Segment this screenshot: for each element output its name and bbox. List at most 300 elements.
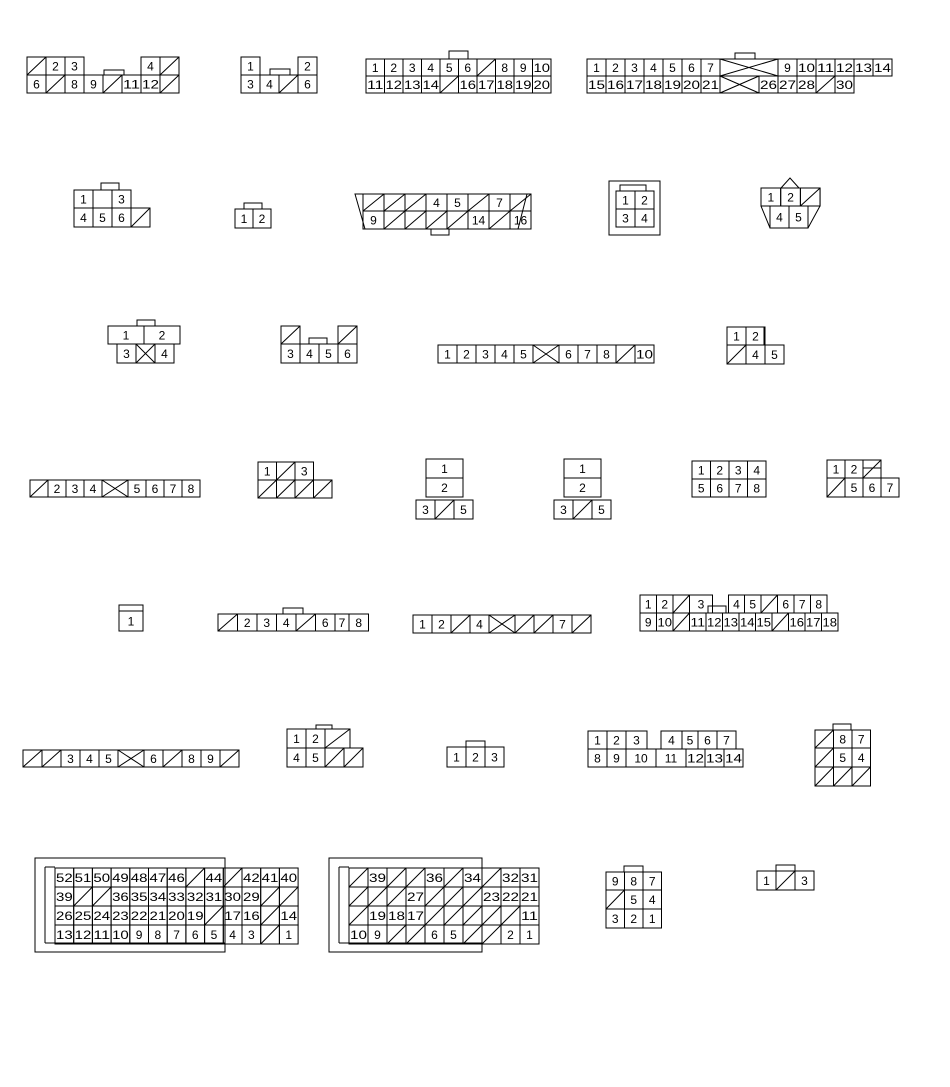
connector-c29-r1-c10-pin-label: 29 — [243, 890, 261, 904]
connector-c25-key-tab — [316, 725, 332, 729]
connector-c29-r1-c5-pin-label: 34 — [149, 890, 167, 904]
connector-c25-r1-c1-pin-label: 5 — [312, 751, 319, 765]
connector-c02 — [241, 57, 317, 75]
connector-c21-r0-c1-pin-label: 2 — [243, 616, 251, 630]
connector-c03-r0-c1-pin-label: 2 — [390, 61, 398, 75]
connector-c29-r0-c8-pin-label: 44 — [205, 871, 223, 885]
connector-c16-r0-c0-pin-label: 1 — [441, 462, 448, 476]
connector-c27-r1-c0-pin-label: 8 — [594, 751, 601, 766]
connector-c30-r0-c7-unused-slash — [482, 868, 501, 887]
connector-c25-r0-c2-unused-slash — [325, 729, 350, 748]
connector-c30-r2-c0-unused-slash — [349, 906, 368, 925]
connector-c32-r0-c0-pin-label: 1 — [763, 874, 770, 888]
connector-c04 — [587, 59, 892, 76]
connector-c30-r0-c8-pin-label: 32 — [502, 871, 520, 885]
connector-c30-r2-c7-unused-slash — [482, 906, 501, 925]
connector-c10-key-tab — [137, 320, 155, 326]
connector-c29-r2-c8-unused-slash — [205, 906, 224, 925]
connector-c11-key-tab — [309, 338, 327, 344]
connector-c30-r1-c0-unused-slash — [349, 887, 368, 906]
connector-c30-r1-c3-pin-label: 27 — [407, 890, 425, 904]
connector-c11-r1-c3-pin-label: 6 — [344, 347, 351, 361]
connector-c23-r0-c7-unused-slash — [761, 595, 778, 613]
connector-c30-r2-c5-unused-slash — [444, 906, 463, 925]
connector-c29-r2-c5-pin-label: 21 — [149, 909, 167, 923]
connector-c30-r3-c7-unused-slash — [482, 925, 501, 944]
connector-c28-r1-c2-pin-label: 4 — [857, 751, 865, 765]
connector-c24-r0-c6-pin-label: 6 — [150, 752, 157, 766]
connector-c29-r2-c11-unused-slash — [261, 906, 280, 925]
connector-c01-r0-c1-pin-label: 2 — [52, 59, 59, 74]
connector-c31-key-tab — [624, 866, 643, 872]
connector-c14-r0-c8-pin-label: 8 — [187, 482, 195, 496]
connector-c32-key-tab — [776, 865, 795, 871]
connector-c12-r0-c4-pin-label: 5 — [520, 347, 527, 362]
connector-c27-r0-c5-pin-label: 5 — [686, 733, 694, 748]
connector-c21-r0-c4-unused-slash — [296, 614, 316, 631]
connector-c29-r3-c7-pin-label: 6 — [191, 928, 199, 942]
connector-c27-r1-c4-pin-label: 12 — [687, 751, 705, 766]
connector-c01-r1-c2-pin-label: 8 — [71, 77, 78, 92]
connector-c28 — [815, 767, 871, 786]
connector-c03-r1-c9-pin-label: 20 — [533, 78, 551, 92]
connector-c13-r1-c0-unused-slash — [727, 345, 746, 364]
connector-c27-r1-c2-pin-label: 10 — [634, 751, 648, 766]
connector-c12-r0-c3-pin-label: 4 — [501, 347, 508, 362]
connector-c29-r0-c2-pin-label: 50 — [93, 871, 111, 885]
connector-c29-r3-c12-pin-label: 1 — [285, 928, 293, 942]
connector-c28-r0-c2-pin-label: 7 — [857, 732, 865, 747]
connector-c30-r0-c9-pin-label: 31 — [521, 871, 539, 885]
connector-c05-key-tab — [101, 183, 119, 190]
connector-c04-r1-c0-pin-label: 15 — [588, 78, 606, 92]
connector-c29 — [55, 868, 298, 887]
connector-c16 — [426, 459, 463, 478]
connector-c30-r3-c0-pin-label: 10 — [350, 928, 368, 942]
connector-c30-r0-c3-unused-slash — [406, 868, 425, 887]
connector-c25-r1-c3-unused-slash — [344, 748, 363, 767]
connector-c31-r0-c0-pin-label: 9 — [611, 874, 619, 889]
connector-c07-r1-c4-unused-slash — [447, 211, 468, 229]
connector-c04-r1-c8-pin-label: 26 — [760, 78, 778, 92]
connector-c22-r0-c8-unused-slash — [572, 615, 591, 633]
connector-c29-r3-c4-pin-label: 9 — [135, 928, 143, 942]
connector-c23-r1-c7-pin-label: 15 — [756, 615, 772, 630]
connector-c01 — [27, 75, 179, 93]
connector-c29 — [55, 906, 298, 925]
connector-c15 — [258, 462, 314, 480]
connector-c26 — [447, 747, 504, 767]
connector-c07-r0-c0-unused-slash — [363, 194, 384, 211]
connector-c05 — [74, 190, 131, 208]
connector-c04-r1-c6-pin-label: 21 — [702, 78, 720, 92]
connector-c04-r1-c11-unused-slash — [816, 76, 835, 93]
connector-c27-r1-c5-pin-label: 13 — [706, 751, 724, 766]
connector-c29-r0-c4-pin-label: 48 — [130, 871, 148, 885]
connector-c30-r2-c9-pin-label: 11 — [521, 909, 539, 923]
connector-c27 — [588, 749, 743, 767]
connector-c04-r1-c1-pin-label: 16 — [607, 78, 625, 92]
connector-c29-r1-c12-unused-slash — [279, 887, 298, 906]
connector-c29-r1-c8-pin-label: 31 — [205, 890, 223, 904]
connector-c07-r0-c6-pin-label: 7 — [496, 196, 503, 210]
connector-c30-r2-c3-pin-label: 17 — [407, 909, 425, 923]
connector-c07-r1-c6-unused-slash — [489, 211, 510, 229]
connector-c03-r0-c8-pin-label: 9 — [519, 61, 527, 75]
connector-c17 — [564, 478, 601, 497]
connector-c30-r1-c8-pin-label: 22 — [502, 890, 520, 904]
connector-c29-r0-c1-pin-label: 51 — [74, 871, 92, 885]
connector-c18-r1-c1-pin-label: 6 — [716, 481, 724, 496]
connector-c23 — [640, 613, 838, 631]
connector-c22 — [413, 615, 591, 633]
connector-c05-r0-c0-pin-label: 1 — [80, 192, 87, 207]
connector-c26-r0-c2-pin-label: 3 — [491, 750, 498, 765]
connector-c04 — [587, 76, 854, 93]
connector-c24 — [23, 750, 239, 767]
connector-c12-r0-c8-pin-label: 8 — [603, 347, 610, 362]
connector-c31 — [606, 909, 662, 928]
connector-c28-r2-c2-unused-slash — [852, 767, 871, 786]
connector-c03-r0-c5-pin-label: 6 — [464, 61, 472, 75]
connector-c07-r1-c2-unused-slash — [405, 211, 426, 229]
connector-c23-r0-c2-unused-slash — [673, 595, 690, 613]
connector-c03-r1-c3-pin-label: 14 — [422, 78, 440, 92]
connector-c30-r1-c1-unused-slash — [368, 887, 387, 906]
connector-c29-r2-c1-pin-label: 25 — [74, 909, 92, 923]
connector-c29-r2-c12-pin-label: 14 — [280, 909, 298, 923]
connector-c30-r3-c8-pin-label: 2 — [507, 928, 514, 942]
connector-c05-r1-c0-pin-label: 4 — [80, 211, 87, 225]
connector-c29-r0-c11-pin-label: 41 — [261, 871, 279, 885]
connector-c08 — [616, 191, 654, 209]
connector-c03-r1-c8-pin-label: 19 — [515, 78, 532, 92]
connector-c31 — [606, 890, 662, 909]
connector-c23-r0-c6-pin-label: 5 — [749, 597, 757, 612]
connector-c04-r1-c2-pin-label: 17 — [626, 78, 644, 92]
connector-c04-r1-c12-pin-label: 30 — [836, 78, 854, 92]
connector-c03-r1-c4-unused-slash — [440, 76, 459, 93]
connector-c04-r0-c11-pin-label: 12 — [836, 61, 854, 75]
connector-c29-r0-c9-unused-slash — [223, 868, 242, 887]
connector-c02-key-tab — [270, 69, 290, 75]
connector-c04-r0-c1-pin-label: 2 — [612, 61, 619, 75]
connector-c14-r0-c2-pin-label: 3 — [71, 482, 79, 496]
connector-c14-r0-c5-pin-label: 5 — [133, 482, 141, 496]
connector-c13-r0-c0-pin-label: 1 — [733, 329, 740, 344]
connector-c31-r2-c0-pin-label: 3 — [611, 912, 619, 926]
connector-c27-r0-c2-pin-label: 3 — [633, 733, 640, 748]
connector-c01-r1-c4-unused-slash — [103, 75, 122, 93]
connector-c23-r1-c4-pin-label: 12 — [707, 615, 722, 630]
connector-c22-r0-c0-pin-label: 1 — [419, 617, 426, 632]
connector-c28 — [815, 730, 871, 748]
connector-c11-r1-c1-pin-label: 4 — [306, 347, 313, 361]
connector-c12 — [438, 345, 654, 363]
connector-c14-r0-c7-pin-label: 7 — [169, 482, 177, 496]
connector-c07-r0-c5-unused-slash — [468, 194, 489, 211]
connector-c17 — [554, 500, 611, 519]
connector-c26-key-tab — [466, 741, 485, 747]
connector-c23-r0-c0-pin-label: 1 — [644, 597, 652, 612]
connector-c27-r0-c6-pin-label: 6 — [704, 733, 711, 748]
connector-c02-r1-c3-pin-label: 6 — [304, 77, 311, 92]
connector-c09 — [761, 188, 820, 206]
connector-c02-r0-c0-pin-label: 1 — [247, 59, 254, 74]
connector-c30-r1-c4-unused-slash — [425, 887, 444, 906]
connector-c14-r0-c6-pin-label: 6 — [151, 482, 159, 496]
connector-c09-r0-c2-unused-slash — [800, 188, 820, 206]
connector-c03-r0-c0-pin-label: 1 — [371, 61, 379, 75]
connector-c28-key-tab — [833, 724, 851, 730]
connector-c30-r3-c1-pin-label: 9 — [374, 928, 381, 942]
connector-c19-r0-c1-pin-label: 2 — [850, 462, 858, 477]
connector-c23-r1-c3-pin-label: 11 — [690, 615, 706, 630]
connector-c23-r1-c6-pin-label: 14 — [740, 615, 755, 630]
connector-c30-r1-c6-unused-slash — [463, 887, 482, 906]
connector-c04-r1-c9-pin-label: 27 — [779, 78, 797, 92]
connector-c30-r2-c6-unused-slash — [463, 906, 482, 925]
connector-c30-r0-c2-unused-slash — [387, 868, 406, 887]
connector-c27-r1-c6-pin-label: 14 — [725, 751, 743, 766]
connector-c29-r2-c7-pin-label: 19 — [186, 909, 204, 923]
connector-c04-r1-c5-pin-label: 20 — [683, 78, 701, 92]
connector-c12-r0-c9-unused-slash — [616, 345, 635, 363]
connector-c31-r1-c2-pin-label: 4 — [648, 893, 656, 907]
connector-c01-r1-c3-pin-label: 9 — [90, 77, 97, 92]
connector-c30 — [349, 868, 539, 887]
connector-c10 — [108, 326, 180, 344]
connector-c29-r3-c9-pin-label: 4 — [229, 928, 236, 942]
connector-c21-r0-c0-unused-slash — [218, 614, 238, 631]
connector-c18 — [692, 479, 766, 497]
connector-c23 — [640, 595, 827, 613]
connector-c03-r0-c2-pin-label: 3 — [408, 61, 416, 75]
connector-c24-r0-c1-unused-slash — [42, 750, 61, 767]
connector-c28 — [815, 748, 871, 767]
connector-c12-r0-c0-pin-label: 1 — [444, 347, 451, 362]
connector-c15-r0-c0-pin-label: 1 — [263, 464, 271, 479]
connector-c05-r1-c1-pin-label: 5 — [99, 211, 106, 225]
connector-c29-r1-c2-unused-slash — [92, 887, 111, 906]
connector-c15 — [258, 480, 332, 498]
connector-c30-r0-c5-unused-slash — [444, 868, 463, 887]
connector-c14 — [30, 480, 200, 497]
connector-c10-r0-c0-pin-label: 1 — [122, 328, 130, 343]
connector-c25-r0-c1-pin-label: 2 — [312, 732, 319, 746]
connector-c07-r0-c2-unused-slash — [405, 194, 426, 211]
connector-c07-r0-c1-unused-slash — [384, 194, 405, 211]
connector-c32-r0-c2-pin-label: 3 — [801, 874, 808, 888]
connector-c08-r0-c1-pin-label: 2 — [641, 193, 648, 208]
connector-c07-r1-c5-pin-label: 14 — [471, 213, 486, 228]
connector-c05 — [74, 208, 150, 227]
connector-c24-r0-c8-pin-label: 8 — [188, 752, 195, 766]
connector-c03-r0-c7-pin-label: 8 — [501, 61, 509, 75]
connector-c29-r0-c10-pin-label: 42 — [243, 871, 261, 885]
connector-c06-r0-c0-pin-label: 1 — [240, 212, 248, 226]
connector-c29-r3-c0-pin-label: 13 — [56, 928, 74, 942]
connector-c10-r1-c2-pin-label: 4 — [161, 347, 168, 361]
connector-c18 — [692, 461, 766, 479]
connector-c06-key-tab — [244, 203, 262, 209]
connector-c13-r0-c1-pin-label: 2 — [752, 329, 759, 344]
connector-c19-r1-c2-pin-label: 6 — [868, 481, 876, 495]
connector-c18-r0-c3-pin-label: 4 — [753, 463, 761, 478]
connector-c23-r1-c10-pin-label: 17 — [806, 615, 821, 630]
connector-c27-r0-c4-pin-label: 4 — [668, 733, 675, 748]
connector-c28-r2-c0-unused-slash — [815, 767, 834, 786]
connector-c23-r1-c9-pin-label: 16 — [789, 615, 805, 630]
connector-c29-r2-c6-pin-label: 20 — [168, 909, 186, 923]
connector-c18-r0-c2-pin-label: 3 — [734, 463, 742, 478]
connector-c04-r1-c4-pin-label: 19 — [664, 78, 682, 92]
connector-c30-r1-c2-unused-slash — [387, 887, 406, 906]
connector-c01-r0-c6-pin-label: 4 — [147, 59, 154, 74]
connector-c04-r0-c4-pin-label: 5 — [669, 61, 676, 75]
connector-c03-r0-c4-pin-label: 5 — [445, 61, 453, 75]
connector-c03 — [366, 76, 551, 93]
connector-c26-r0-c0-pin-label: 1 — [453, 750, 460, 765]
connector-c04-r0-c5-pin-label: 6 — [688, 61, 695, 75]
connector-c19 — [827, 478, 899, 497]
connector-c11-r0-c2-unused-slash — [338, 326, 357, 344]
connector-c03-r1-c7-pin-label: 18 — [496, 78, 514, 92]
connector-c12-r0-c7-pin-label: 7 — [584, 347, 591, 362]
connector-c04-r1-c3-pin-label: 18 — [645, 78, 663, 92]
connector-c21-r0-c2-pin-label: 3 — [263, 616, 271, 630]
connector-c27-r0-c1-pin-label: 2 — [613, 733, 620, 748]
connector-c14-r0-c0-unused-slash — [30, 480, 48, 497]
connector-c24-r0-c3-pin-label: 4 — [86, 752, 93, 766]
connector-c32 — [757, 871, 814, 890]
connector-c27-r0-c0-pin-label: 1 — [594, 733, 601, 748]
connector-c29-r0-c0-pin-label: 52 — [56, 871, 74, 885]
connector-c01-r1-c1-unused-slash — [46, 75, 65, 93]
connector-c30 — [349, 925, 539, 944]
connector-c30 — [349, 906, 539, 925]
connector-c30-r3-c4-pin-label: 6 — [431, 928, 438, 942]
connector-c18-r0-c1-pin-label: 2 — [716, 463, 724, 478]
connector-c32-r0-c1-unused-slash — [776, 871, 795, 890]
connector-c17 — [564, 459, 601, 478]
connector-c17-r2-c2-pin-label: 5 — [598, 503, 605, 517]
connector-c29-r2-c10-pin-label: 16 — [243, 909, 261, 923]
connector-c16-r2-c0-pin-label: 3 — [422, 503, 429, 517]
connector-c07-r1-c7-pin-label: 16 — [513, 213, 528, 228]
connector-c28-r0-c0-unused-slash — [815, 730, 834, 748]
connector-c08-r0-c0-pin-label: 1 — [622, 193, 629, 208]
connector-c09-r1-c1-pin-label: 5 — [795, 210, 802, 225]
connector-c04-r0-c2-pin-label: 3 — [631, 61, 638, 75]
connector-c06-r0-c1-pin-label: 2 — [258, 212, 266, 226]
connector-c30-r0-c1-pin-label: 39 — [369, 871, 387, 885]
connector-c22-r0-c2-unused-slash — [451, 615, 470, 633]
connector-c01-r0-c2-pin-label: 3 — [71, 59, 78, 74]
connector-c14-r0-c3-pin-label: 4 — [89, 482, 97, 496]
connector-c31-r2-c1-pin-label: 2 — [630, 912, 638, 926]
connector-c02-r1-c2-unused-slash — [279, 75, 298, 93]
connector-c03-r0-c6-unused-slash — [477, 59, 496, 76]
connector-c07-key-tab — [431, 229, 449, 235]
connector-c30-r3-c5-pin-label: 5 — [450, 928, 457, 942]
connector-c31-r0-c1-pin-label: 8 — [630, 874, 638, 889]
connector-c25-r1-c2-unused-slash — [325, 748, 344, 767]
connector-c11 — [281, 344, 357, 363]
connector-c04-r0-c8-pin-label: 9 — [784, 61, 791, 75]
connector-c19-r0-c0-pin-label: 1 — [832, 462, 840, 477]
connector-c07-r1-c3-unused-slash — [426, 211, 447, 229]
connector-c01-r0-c0-unused-slash — [27, 57, 46, 75]
connector-c10 — [117, 344, 174, 363]
connector-c31 — [606, 872, 662, 890]
connector-c24-r0-c0-unused-slash — [23, 750, 42, 767]
connector-c03-r1-c1-pin-label: 12 — [385, 78, 403, 92]
connector-c22-r0-c3-pin-label: 4 — [476, 617, 483, 632]
connector-c21-r0-c5-pin-label: 6 — [321, 616, 329, 630]
connector-c19-r1-c0-unused-slash — [827, 478, 845, 497]
connector-c16-r2-c2-pin-label: 5 — [460, 503, 467, 517]
connector-c07-r1-c1-unused-slash — [384, 211, 405, 229]
connector-c16 — [426, 478, 463, 497]
connector-c02-r0-c3-pin-label: 2 — [304, 59, 311, 74]
connector-c03-r1-c6-pin-label: 17 — [478, 78, 495, 92]
connector-c27 — [588, 731, 736, 749]
connector-c17-r2-c0-pin-label: 3 — [560, 503, 567, 517]
connector-c29-r2-c0-pin-label: 26 — [56, 909, 74, 923]
connector-c20 — [119, 611, 143, 631]
connector-c29-r3-c2-pin-label: 11 — [93, 928, 111, 942]
connector-c05-r0-c2-pin-label: 3 — [118, 192, 125, 207]
connector-c19-r1-c1-pin-label: 5 — [850, 481, 858, 495]
connector-c29-r3-c11-unused-slash — [261, 925, 280, 944]
connector-c21-r0-c6-pin-label: 7 — [338, 616, 346, 630]
connector-c31-r2-c2-pin-label: 1 — [648, 912, 656, 926]
connector-c11-r1-c0-pin-label: 3 — [287, 347, 294, 361]
connector-c06 — [235, 209, 271, 228]
connector-c16-r2-c1-unused-slash — [435, 500, 454, 519]
connector-c16-r1-c0-pin-label: 2 — [441, 481, 448, 495]
connector-c29-r2-c3-pin-label: 23 — [112, 909, 130, 923]
connector-c16 — [416, 500, 473, 519]
connector-c18-r1-c2-pin-label: 7 — [734, 481, 742, 496]
connector-c19-r1-c3-pin-label: 7 — [886, 481, 894, 495]
connector-c02 — [241, 75, 317, 93]
connector-c29-r0-c6-pin-label: 46 — [168, 871, 186, 885]
connector-c07 — [363, 194, 531, 211]
connector-c09-key — [781, 178, 799, 188]
connector-c02-r1-c1-pin-label: 4 — [266, 77, 273, 92]
connector-c25-r1-c0-pin-label: 4 — [293, 751, 300, 765]
connector-c29 — [55, 925, 298, 944]
connector-c24-r0-c7-unused-slash — [163, 750, 182, 767]
connector-c30-r0-c6-pin-label: 34 — [464, 871, 482, 885]
connector-c18-r1-c0-pin-label: 5 — [697, 481, 705, 496]
connector-c26-r0-c1-pin-label: 2 — [472, 750, 479, 765]
connector-c17-r1-c0-pin-label: 2 — [579, 481, 586, 495]
connector-c30-r1-c7-pin-label: 23 — [483, 890, 501, 904]
connector-c11-r1-c2-pin-label: 5 — [325, 347, 332, 361]
connector-c28-r1-c1-pin-label: 5 — [839, 751, 847, 765]
connector-c31-r0-c2-pin-label: 7 — [648, 874, 656, 889]
connector-c13-r1-c2-pin-label: 5 — [771, 348, 778, 362]
connector-c12-r0-c6-pin-label: 6 — [565, 347, 572, 362]
connector-c30-r3-c6-unused-slash — [463, 925, 482, 944]
connector-c14-r0-c1-pin-label: 2 — [53, 482, 61, 496]
connector-c24-r0-c4-pin-label: 5 — [105, 752, 112, 766]
connector-c07-r1-c0-pin-label: 9 — [370, 213, 377, 228]
connector-c21-key-tab — [283, 608, 303, 614]
